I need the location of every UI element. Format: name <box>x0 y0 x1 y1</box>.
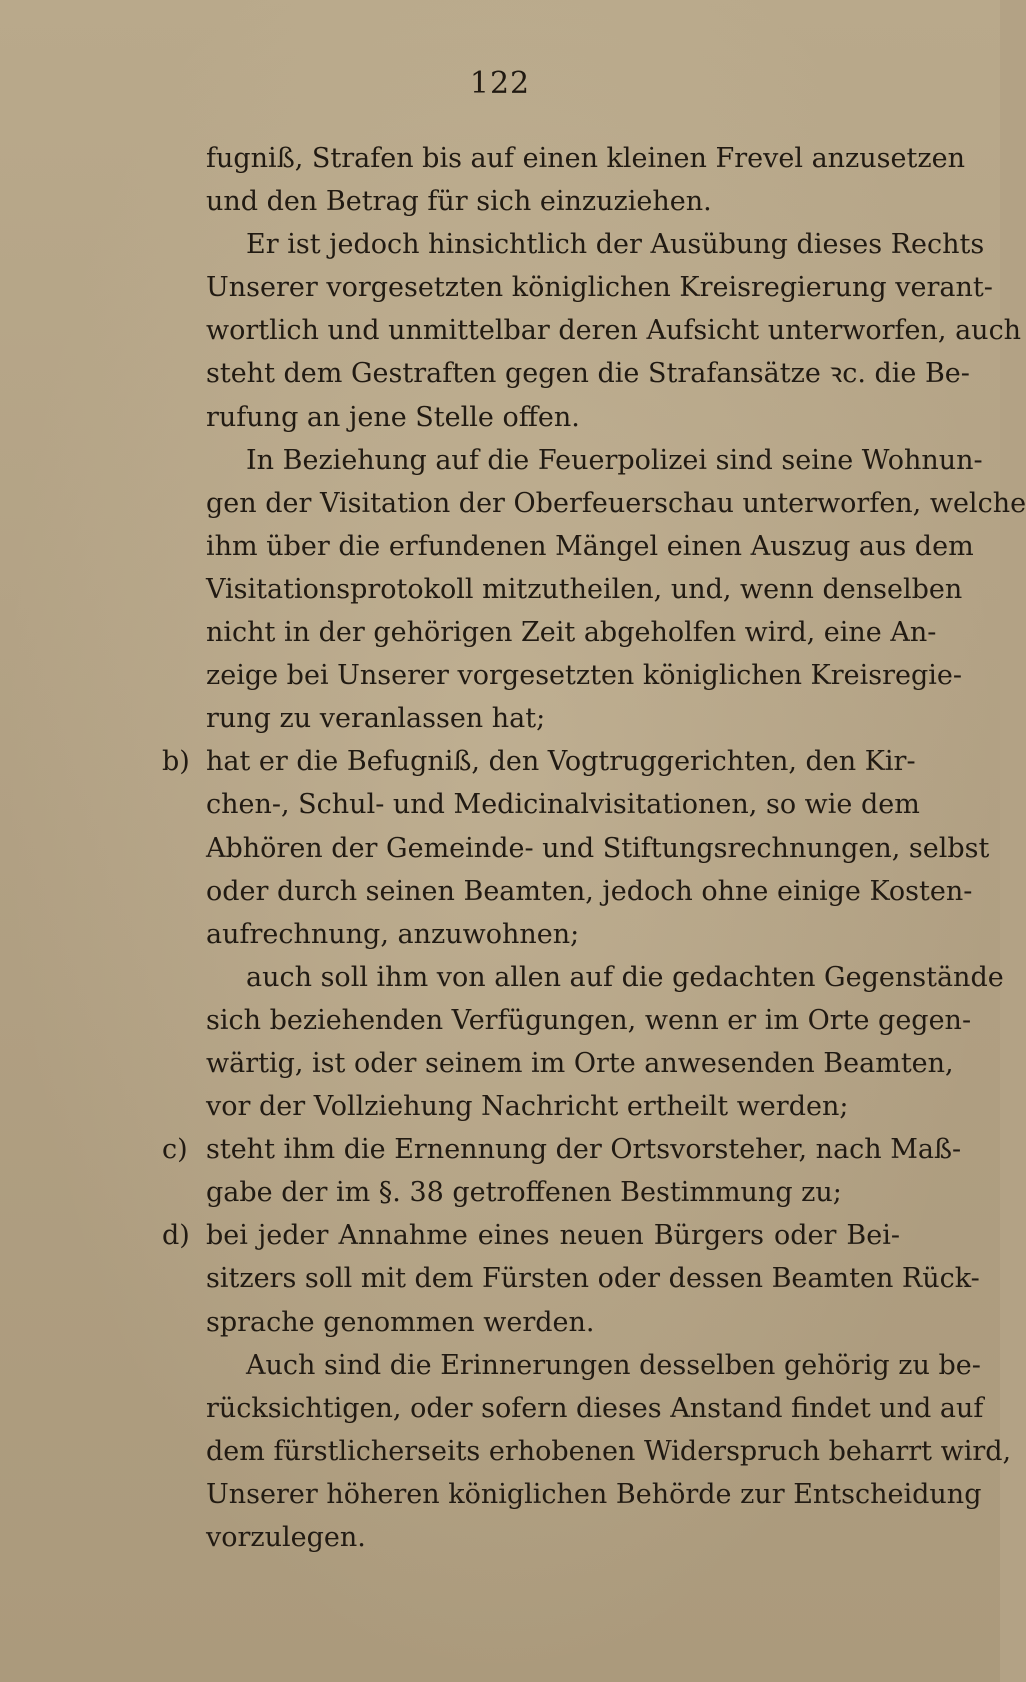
text-line <box>206 827 990 870</box>
text-line <box>206 783 920 826</box>
text-line <box>206 956 1004 999</box>
text-line <box>206 1085 900 1128</box>
text-line <box>206 396 900 439</box>
text-line-content: Unserer vorgesetzten königlichen Kreisregierung verant- <box>206 272 993 304</box>
text-line <box>206 525 974 568</box>
text-line-content: vor der Vollziehung Nachricht ertheilt werden; <box>206 1091 849 1123</box>
text-line-content: oder durch seinen Beamten, jedoch ohne einige Kosten- <box>206 875 973 907</box>
text-line <box>206 1344 981 1387</box>
text-line <box>162 740 916 783</box>
text-line <box>206 1301 900 1344</box>
text-line-content: rufung an jene Stelle offen. <box>206 401 580 433</box>
text-line-content: nicht in der gehörigen Zeit abgeholfen wird, eine An- <box>206 617 937 649</box>
text-line <box>206 654 963 697</box>
text-line-content: hat er die Befugniß, den Vogtruggerichten, den Kir- <box>206 746 916 778</box>
text-line-content: rücksichtigen, oder sofern dieses Anstand findet und auf <box>206 1392 984 1424</box>
text-line-content: Unserer höheren königlichen Behörde zur Entscheidung <box>206 1478 982 1510</box>
list-marker: c) <box>162 1134 188 1166</box>
text-line-content: gen der Visitation der Oberfeuerschau unterworfen, welche <box>206 487 1026 519</box>
text-line-content: In Beziehung auf die Feuerpolizei sind seine Wohnun- <box>246 444 983 476</box>
text-line-content: sprache genommen werden. <box>206 1306 595 1338</box>
text-line-content: sitzers soll mit dem Fürsten oder dessen Beamten Rück- <box>206 1263 980 1295</box>
text-line-content: fugniß, Strafen bis auf einen kleinen Frevel anzusetzen <box>206 143 965 174</box>
page-number: 122 <box>469 66 531 101</box>
text-line-content: sich beziehenden Verfügungen, wenn er im Orte gegen- <box>206 1004 972 1036</box>
text-line <box>162 1214 900 1257</box>
text-line-content: gabe der im §. 38 getroffenen Bestimmung zu; <box>206 1177 842 1209</box>
text-line-content: und den Betrag für sich einzuziehen. <box>206 186 712 218</box>
text-line <box>206 1257 980 1300</box>
text-line-content: ihm über die erfundenen Mängel einen Auszug aus dem <box>206 530 974 562</box>
text-line-content: rung zu veranlassen hat; <box>206 703 546 735</box>
text-line-content: vorzulegen. <box>206 1522 366 1553</box>
list-marker: d) <box>162 1220 190 1252</box>
text-line-content: Er ist jedoch hinsichtlich der Ausübung dieses Rechts <box>246 229 985 261</box>
text-line <box>206 352 970 395</box>
text-line-content: aufrechnung, anzuwohnen; <box>206 918 580 950</box>
text-line <box>206 482 1026 525</box>
text-line <box>206 611 937 654</box>
text-line <box>206 309 1022 352</box>
text-line <box>206 1171 900 1214</box>
text-line <box>206 1430 1012 1473</box>
text-line-content: steht dem Gestraften gegen die Strafansätze ꝛc. die Be- <box>206 358 970 390</box>
text-line <box>206 870 973 913</box>
text-line-content: chen-, Schul- und Medicinalvisitationen, so wie dem <box>206 789 920 821</box>
text-line <box>206 1473 982 1516</box>
text-line <box>206 439 983 482</box>
text-line <box>206 137 965 180</box>
text-line <box>206 568 963 611</box>
text-line <box>206 180 900 223</box>
text-line-content: Abhören der Gemeinde- und Stiftungsrechnungen, selbst <box>206 832 990 864</box>
text-line-content: steht ihm die Ernennung der Ortsvorsteher, nach Maß- <box>206 1134 962 1166</box>
text-line-content: wortlich und unmittelbar deren Aufsicht unterworfen, auch <box>206 315 1022 347</box>
text-line <box>206 223 985 266</box>
text-line-content: Auch sind die Erinnerungen desselben gehörig zu be- <box>246 1349 981 1381</box>
page-text <box>162 137 1026 1559</box>
text-line <box>206 1387 984 1430</box>
text-line-content: auch soll ihm von allen auf die gedachten Gegenstände <box>246 961 1004 993</box>
text-line-content: dem fürstlicherseits erhobenen Widerspruch beharrt wird, <box>206 1435 1012 1467</box>
text-line-content: bei jeder Annahme eines neuen Bürgers oder Bei- <box>206 1220 900 1252</box>
text-line <box>206 999 972 1042</box>
text-line-content: zeige bei Unserer vorgesetzten königlichen Kreisregie- <box>206 660 963 692</box>
text-line <box>162 1128 962 1171</box>
text-line <box>206 1042 954 1085</box>
text-line <box>206 697 900 740</box>
text-line <box>206 1516 900 1559</box>
text-line <box>206 913 900 956</box>
text-line <box>206 266 993 309</box>
list-marker: b) <box>162 746 190 778</box>
text-line-content: Visitationsprotokoll mitzutheilen, und, wenn denselben <box>206 573 963 605</box>
text-line-content: wärtig, ist oder seinem im Orte anwesenden Beamten, <box>206 1047 954 1079</box>
